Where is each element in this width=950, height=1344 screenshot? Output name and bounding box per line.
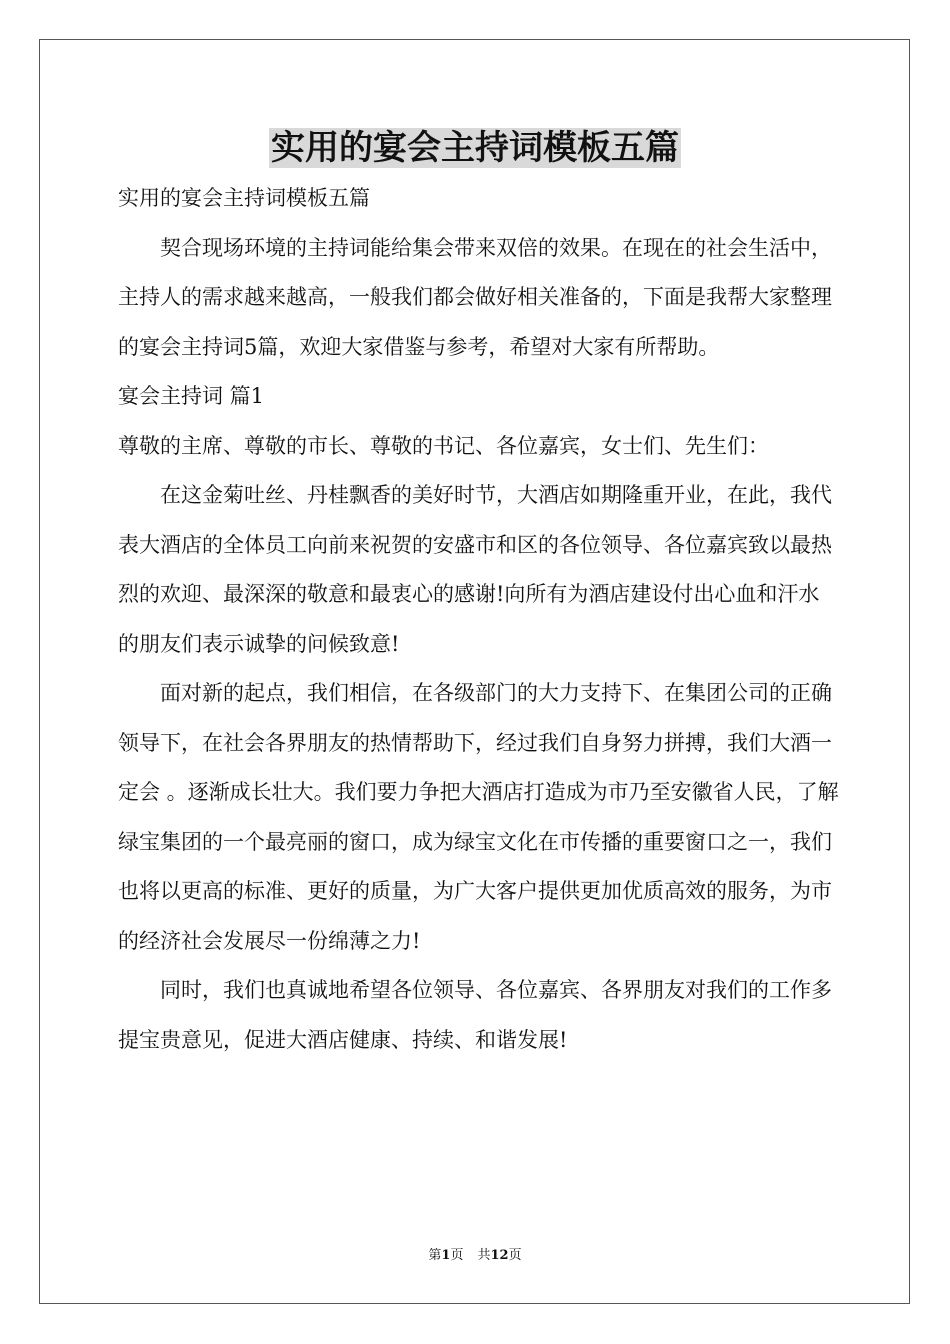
- body-paragraph: 面对新的起点，我们相信，在各级部门的大力支持下、在集团公司的正确领导下，在社会各界朋友的热情帮助下，经过我们自身努力拼搏，我们大酒一定会 。逐渐成长壮大。我们要力争把大酒店打造成为市乃至安徽省人民，了解绿宝集团的一个最亮丽的窗口，成为绿宝文化在市传播的重要窗口之一，我们也将以更高的标准、更好的质量，为广大客户提供更加优质高效的服务，为市的经济社会发展尽一份绵薄之力!: [118, 681, 839, 953]
- page-footer: [0, 1247, 950, 1265]
- page-prefix: 第: [428, 1248, 442, 1263]
- page-suffix: 页: [450, 1248, 464, 1263]
- intro-paragraph: 契合现场环境的主持词能给集会带来双倍的效果。在现在的社会生活中，主持人的需求越来越高，一般我们都会做好相关准备的，下面是我帮大家整理的宴会主持词5篇，欢迎大家借鉴与参考，希望对大家有所帮助。: [118, 235, 832, 359]
- salutation-paragraph: 尊敬的主席、尊敬的市长、尊敬的书记、各位嘉宾，女士们、先生们：: [118, 433, 769, 458]
- subtitle-paragraph: 实用的宴会主持词模板五篇: [118, 186, 370, 210]
- total-prefix: 共: [477, 1248, 491, 1263]
- section-heading: 宴会主持词 篇1: [118, 384, 265, 408]
- document-title: [0, 124, 950, 172]
- body-paragraph: 同时，我们也真诚地希望各位领导、各位嘉宾、各界朋友对我们的工作多提宝贵意见，促进大酒店健康、持续、和谐发展!: [118, 978, 832, 1052]
- document-body: [118, 174, 840, 1065]
- body-paragraph: 在这金菊吐丝、丹桂飘香的美好时节，大酒店如期隆重开业，在此，我代表大酒店的全体员工向前来祝贺的安盛市和区的各位领导、各位嘉宾致以最热烈的欢迎、最深深的敬意和最衷心的感谢!向所有为酒店建设付出心血和汗水的朋友们表示诚挚的问候致意!: [118, 483, 832, 656]
- page-number: 1: [441, 1248, 451, 1263]
- document-title-text: 实用的宴会主持词模板五篇: [271, 128, 679, 168]
- total-pages: 12: [490, 1248, 509, 1263]
- total-suffix: 页: [508, 1248, 522, 1263]
